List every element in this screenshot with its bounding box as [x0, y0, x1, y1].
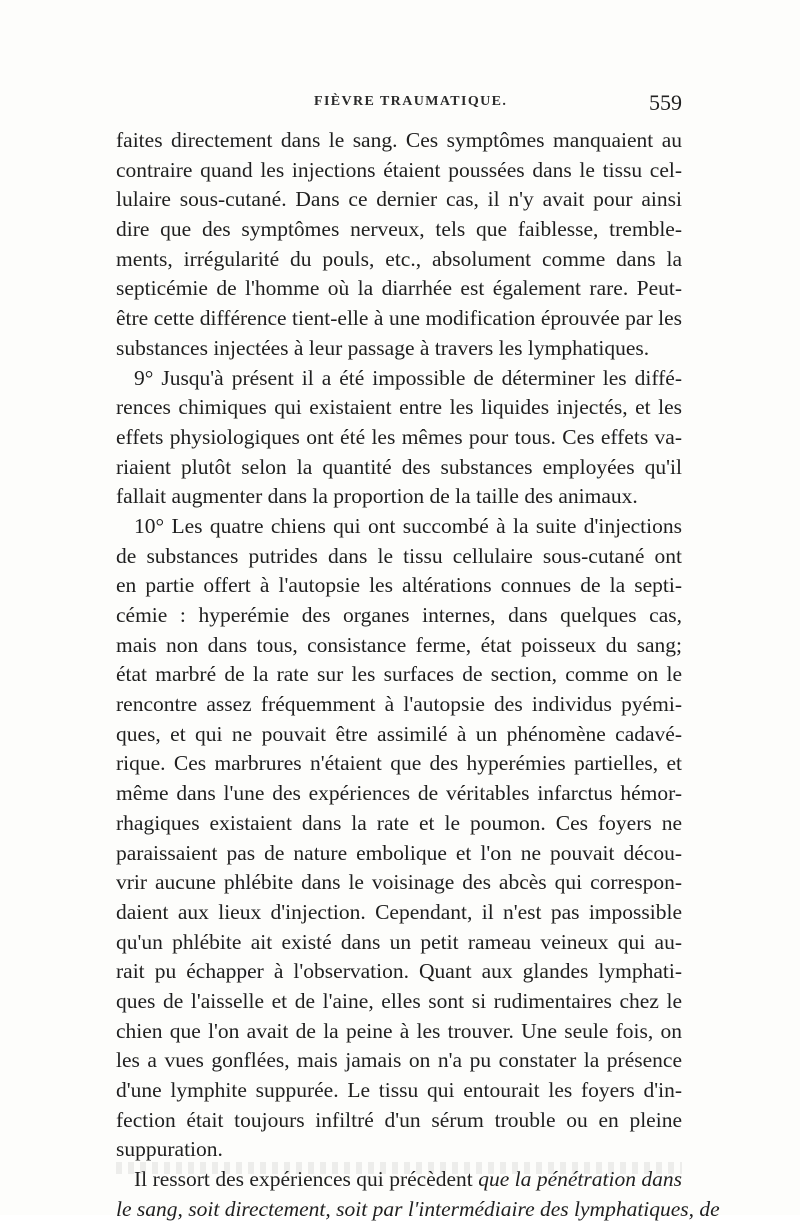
text-line: paraissaient pas de nature embolique et l'on ne pouvait décou- — [116, 840, 682, 865]
text-line: suppuration. — [116, 1137, 223, 1162]
bleed-through-artifact — [116, 1162, 682, 1174]
text-line: contraire quand les injections étaient poussées dans le tissu cel- — [116, 157, 682, 182]
text-line: être cette différence tient-elle à une modification éprouvée par les — [116, 306, 682, 331]
text-line: en partie offert à l'autopsie les altérations connues de la septi- — [116, 573, 682, 598]
text-line: ments, irrégularité du pouls, etc., absolument comme dans la — [116, 246, 682, 271]
text-line: d'une lymphite suppurée. Le tissu qui entourait les foyers d'in- — [116, 1078, 682, 1102]
text-line: rencontre assez fréquemment à l'autopsie des individus pyémi- — [116, 692, 682, 717]
text-line: riaient plutôt selon la quantité des substances employées qu'il — [116, 454, 682, 479]
text-line: rences chimiques qui existaient entre les liquides injectés, et les — [116, 395, 682, 420]
text-line: 9° Jusqu'à présent il a été impossible de déterminer les diffé- — [134, 365, 682, 390]
text-line: rait pu échapper à l'observation. Quant aux glandes lymphati- — [116, 959, 682, 984]
text-line: qu'un phlébite ait existé dans un petit rameau veineux qui au- — [116, 929, 682, 954]
text-line: rhagiques existaient dans la rate et le poumon. Ces foyers ne — [116, 810, 682, 835]
text-line: daient aux lieux d'injection. Cependant, il n'est pas impossible — [116, 899, 682, 924]
text-line: cémie : hyperémie des organes internes, dans quelques cas, — [116, 603, 682, 627]
text-line: les a vues gonflées, mais jamais on n'a pu constater la présence — [116, 1048, 682, 1073]
page-number: 559 — [649, 90, 682, 115]
text-line: effets physiologiques ont été les mêmes pour tous. Ces effets va- — [116, 424, 682, 449]
text-line: faites directement dans le sang. Ces symptômes manquaient au — [116, 128, 682, 152]
text-line: rique. Ces marbrures n'étaient que des hyperémies partielles, et — [116, 751, 682, 776]
text-line: même dans l'une des expériences de véritables infarctus hémor- — [116, 781, 682, 806]
text-line: dire que des symptômes nerveux, tels que faiblesse, tremble- — [116, 217, 682, 242]
text-line: mais non dans tous, consistance ferme, état poisseux du sang; — [116, 632, 682, 657]
italic-segment: le sang, soit directement, soit par l'intermédiaire des lymphatiques, de — [116, 1196, 720, 1221]
text-line: chien que l'on avait de la peine à les trouver. Une seule fois, on — [116, 1018, 682, 1043]
italic-segment: que la pénétration dans — [478, 1167, 683, 1192]
text-line: septicémie de l'homme où la diarrhée est également rare. Peut- — [116, 276, 682, 301]
running-head — [116, 90, 682, 118]
text-line: ques, et qui ne pouvait être assimilé à un phénomène cadavé- — [116, 721, 682, 746]
text-line: substances injectées à leur passage à travers les lymphatiques. — [116, 335, 650, 360]
body-text — [116, 126, 720, 1224]
text-line: fallait augmenter dans la proportion de la taille des animaux. — [116, 484, 638, 509]
text-line: vrir aucune phlébite dans le voisinage des abcès qui correspon- — [116, 870, 682, 895]
text-line: lulaire sous-cutané. Dans ce dernier cas, il n'y avait pour ainsi — [116, 187, 682, 212]
text-line: de substances putrides dans le tissu cellulaire sous-cutané ont — [116, 543, 682, 568]
text-line — [116, 1195, 720, 1224]
text-line: fection était toujours infiltré d'un sérum trouble ou en pleine — [116, 1107, 682, 1132]
text-line: 10° Les quatre chiens qui ont succombé à la suite d'injections — [134, 513, 682, 538]
running-title: FIÈVRE TRAUMATIQUE. — [314, 94, 508, 109]
text-line: état marbré de la rate sur les surfaces de section, comme on le — [116, 662, 682, 687]
text-line: ques de l'aisselle et de l'aine, elles sont si rudimentaires chez le — [116, 988, 682, 1013]
text-segment: Il ressort des expériences qui précèdent — [134, 1167, 473, 1192]
